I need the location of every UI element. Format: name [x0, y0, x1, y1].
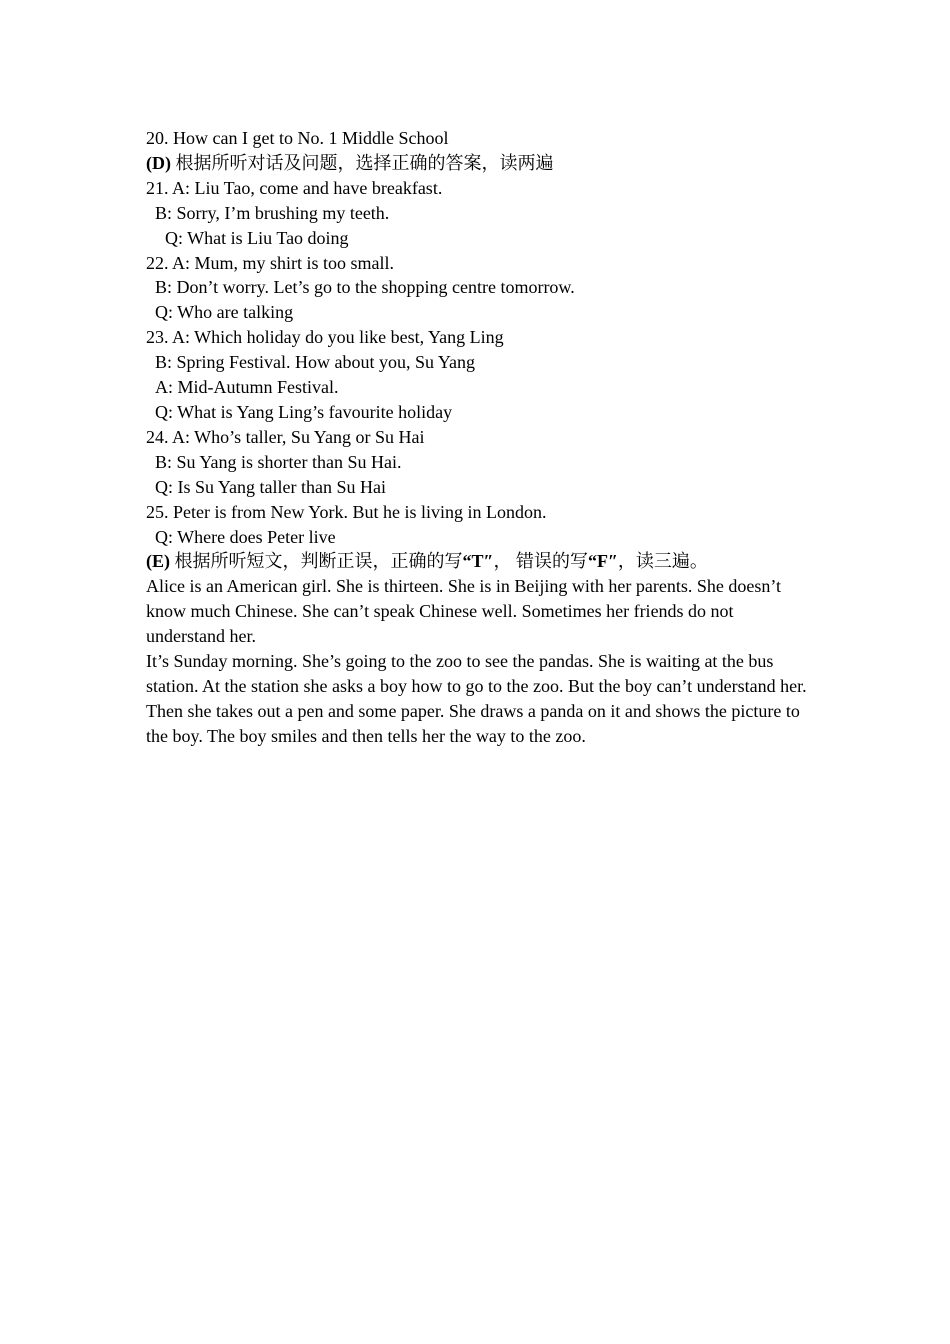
- q23-line-a2: A: Mid-Autumn Festival.: [155, 377, 339, 398]
- section-e-label: (E): [146, 551, 170, 572]
- passage-paragraph-1: Alice is an American girl. She is thirteen. She is in Beijing with her parents. She doesn’t know much Chinese. She can’t speak Chinese well. Sometimes her friends do not understand her.: [146, 576, 782, 647]
- q21-line-a: 21. A: Liu Tao, come and have breakfast.: [146, 177, 443, 198]
- section-e-true-mark: “T″: [462, 551, 494, 572]
- q22-line-b: B: Don’t worry. Let’s go to the shopping centre tomorrow.: [155, 277, 575, 298]
- section-e-false-mark: “F″: [587, 551, 618, 572]
- q21-line-b: B: Sorry, I’m brushing my teeth.: [155, 202, 390, 223]
- section-e-instruction-1: 根据所听短文，判断正误，正确的写: [174, 551, 463, 572]
- q24-line-q: Q: Is Su Yang taller than Su Hai: [155, 476, 386, 497]
- q23-line-a: 23. A: Which holiday do you like best, Yang Ling: [146, 327, 504, 348]
- section-d-heading: [146, 151, 811, 176]
- section-d-label: (D): [146, 152, 171, 173]
- q23-line-q: Q: What is Yang Ling’s favourite holiday: [155, 401, 453, 422]
- section-d-instruction: 根据所听对话及问题，选择正确的答案，读两遍: [175, 152, 554, 173]
- q22-line-q: Q: Who are talking: [155, 302, 294, 323]
- q24-line-a: 24. A: Who’s taller, Su Yang or Su Hai: [146, 426, 425, 447]
- document-body: [146, 126, 811, 749]
- section-e-instruction-3: ，读三遍。: [617, 551, 708, 572]
- q23-line-b: B: Spring Festival. How about you, Su Yang: [155, 352, 476, 373]
- q25-line-statement: 25. Peter is from New York. But he is living in London.: [146, 501, 547, 522]
- question-20: 20. How can I get to No. 1 Middle School: [146, 128, 449, 148]
- section-e-heading: [146, 549, 811, 574]
- q21-line-q: Q: What is Liu Tao doing: [165, 227, 349, 248]
- q25-line-q: Q: Where does Peter live: [155, 526, 336, 547]
- q22-line-a: 22. A: Mum, my shirt is too small.: [146, 252, 395, 273]
- passage-paragraph-2: It’s Sunday morning. She’s going to the zoo to see the pandas. She is waiting at the bus station. At the station she asks a boy how to go to the zoo. But the boy can’t understand her. Then she takes out a pen and some paper. She draws a panda on it and shows the picture to the boy. The boy smiles and then tells her the way to the zoo.: [146, 651, 807, 746]
- q24-line-b: B: Su Yang is shorter than Su Hai.: [155, 451, 402, 472]
- section-e-instruction-2: ， 错误的写: [493, 551, 588, 572]
